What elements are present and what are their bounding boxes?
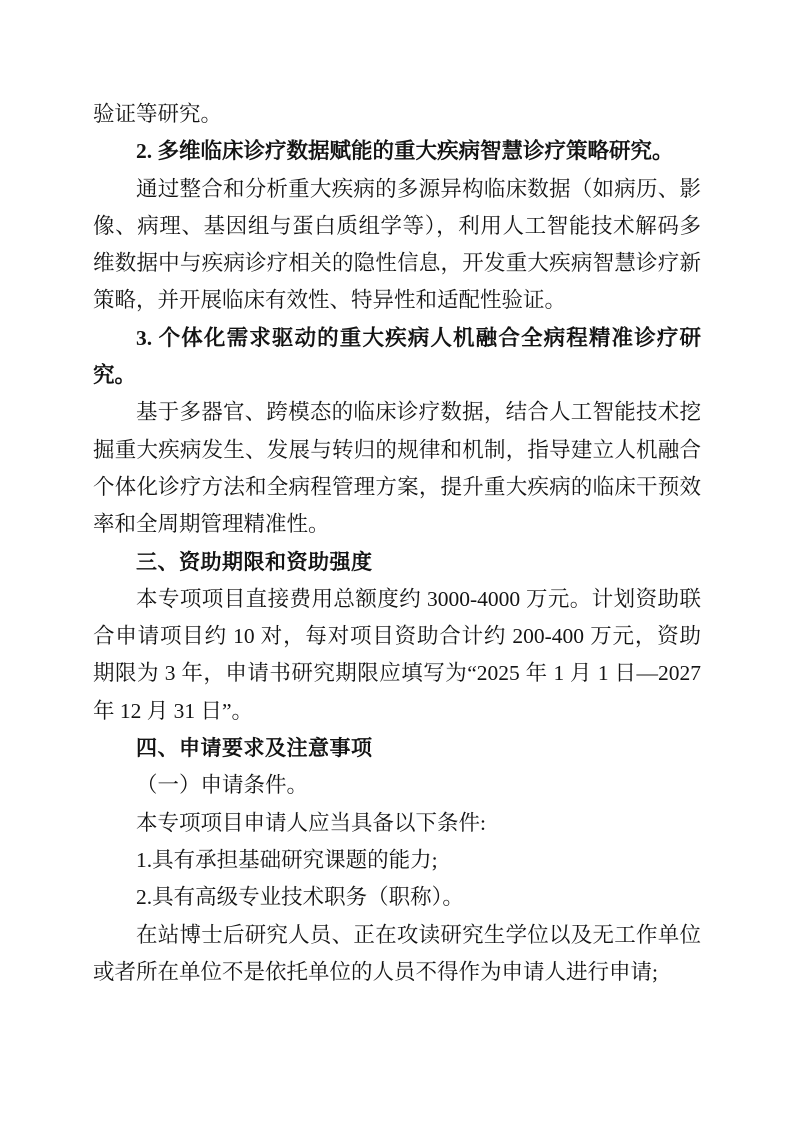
section-heading-funding: 三、资助期限和资助强度 [136,549,373,574]
section-body-funding: 本专项项目直接费用总额度约 3000-4000 万元。计划资助联合申请项目约 10 对，每对项目资助合计约 200-400 万元，资助期限为 3 年，申请书研究期限应填写为“2025 年 1 月 1 日—2027 年 12 月 31 日”。 [93,586,701,723]
topic-body-2: 通过整合和分析重大疾病的多源异构临床数据（如病历、影像、病理、基因组与蛋白质组学等），利用人工智能技术解码多维数据中与疾病诊疗相关的隐性信息，开发重大疾病智慧诊疗新策略，并开展临床有效性、特异性和适配性验证。 [93,176,701,313]
condition-item-2: 2.具有高级专业技术职务（职称）。 [136,885,464,910]
section-heading-application: 四、申请要求及注意事项 [136,736,373,761]
paragraph-continuation: 验证等研究。 [93,102,223,126]
topic-body-3: 基于多器官、跨模态的临床诊疗数据，结合人工智能技术挖掘重大疾病发生、发展与转归的规律和机制，指导建立人机融合个体化诊疗方法和全病程管理方案，提升重大疾病的临床干预效率和全周期管理精准性。 [93,400,701,537]
topic-heading-2: 2. 多维临床诊疗数据赋能的重大疾病智慧诊疗策略研究。 [136,139,674,164]
restriction-paragraph: 在站博士后研究人员、正在攻读研究生学位以及无工作单位或者所在单位不是依托单位的人员不得作为申请人进行申请; [93,922,701,984]
topic-heading-3: 3. 个体化需求驱动的重大疾病人机融合全病程精准诊疗研究。 [93,325,701,388]
document-body [93,96,701,991]
condition-item-1: 1.具有承担基础研究课题的能力; [136,847,438,872]
conditions-intro: 本专项项目申请人应当具备以下条件: [136,810,486,835]
subsection-heading-conditions: （一）申请条件。 [136,773,309,798]
